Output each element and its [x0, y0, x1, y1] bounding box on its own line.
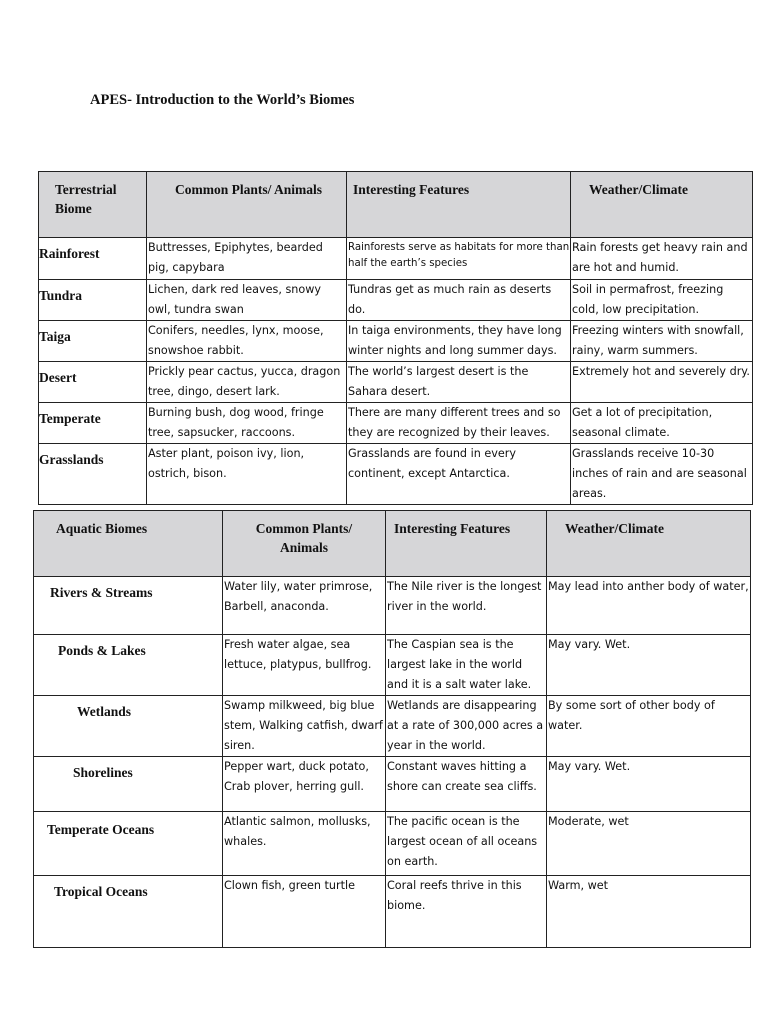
climate-cell: Warm, wet — [548, 879, 609, 892]
plants-cell: Pepper wart, duck potato, Crab plover, herring gull. — [224, 760, 369, 793]
row-label: Ponds & Lakes — [58, 643, 146, 658]
features-cell: The world’s largest desert is the Sahara desert. — [348, 365, 529, 398]
features-cell: There are many different trees and so they are recognized by their leaves. — [348, 406, 561, 439]
row-label: Temperate Oceans — [47, 822, 155, 837]
aquatic-biomes-table — [33, 510, 751, 948]
climate-cell: Get a lot of precipitation, seasonal climate. — [572, 406, 713, 439]
row-label: Rivers & Streams — [50, 585, 153, 600]
table-row — [34, 876, 751, 948]
climate-cell: By some sort of other body of water. — [548, 699, 715, 732]
climate-cell: Soil in permafrost, freezing cold, low precipitation. — [572, 283, 724, 316]
plants-cell: Buttresses, Epiphytes, bearded pig, capybara — [148, 241, 323, 274]
row-label: Rainforest — [39, 246, 100, 261]
header-cell: Common Plants/ Animals — [223, 511, 386, 577]
features-cell: The Nile river is the longest river in the world. — [387, 580, 542, 613]
climate-cell: Rain forests get heavy rain and are hot and humid. — [572, 241, 748, 274]
plants-cell: Burning bush, dog wood, fringe tree, sapsucker, raccoons. — [148, 406, 324, 439]
row-label: Shorelines — [73, 765, 133, 780]
header-cell: Aquatic Biomes — [34, 511, 223, 577]
table-row — [39, 362, 753, 403]
features-cell: Tundras get as much rain as deserts do. — [348, 283, 552, 316]
plants-cell: Fresh water algae, sea lettuce, platypus, bullfrog. — [224, 638, 372, 671]
header-cell: Interesting Features — [347, 172, 571, 238]
table-row — [34, 577, 751, 635]
table-row — [34, 757, 751, 812]
climate-cell: Moderate, wet — [548, 815, 629, 828]
features-cell: Grasslands are found in every continent, except Antarctica. — [348, 447, 516, 480]
header-cell: Weather/Climate — [547, 511, 751, 577]
row-label: Wetlands — [77, 704, 132, 719]
table-row — [34, 635, 751, 696]
features-cell: Coral reefs thrive in this biome. — [387, 879, 522, 912]
row-label: Temperate — [39, 411, 101, 426]
climate-cell: May vary. Wet. — [548, 638, 631, 651]
table-row — [39, 444, 753, 505]
table-row — [39, 280, 753, 321]
features-cell: Wetlands are disappearing at a rate of 300,000 acres a year in the world. — [387, 699, 544, 752]
row-label: Desert — [39, 370, 77, 385]
plants-cell: Atlantic salmon, mollusks, whales. — [224, 815, 371, 848]
table-header-row — [34, 511, 751, 577]
header-cell: Interesting Features — [386, 511, 547, 577]
row-label: Tundra — [39, 288, 83, 303]
features-cell: The pacific ocean is the largest ocean of all oceans on earth. — [387, 815, 538, 868]
plants-cell: Prickly pear cactus, yucca, dragon tree, dingo, desert lark. — [148, 365, 341, 398]
table-row — [34, 812, 751, 876]
table-header-row — [39, 172, 753, 238]
climate-cell: Extremely hot and severely dry. — [572, 365, 750, 378]
plants-cell: Swamp milkweed, big blue stem, Walking catfish, dwarf siren. — [224, 699, 383, 752]
header-cell: Common Plants/ Animals — [147, 172, 347, 238]
table-row — [34, 696, 751, 757]
plants-cell: Water lily, water primrose, Barbell, anaconda. — [224, 580, 373, 613]
table-row — [39, 403, 753, 444]
climate-cell: May lead into anther body of water, — [548, 580, 749, 593]
row-label: Tropical Oceans — [54, 884, 148, 899]
features-cell: The Caspian sea is the largest lake in the world and it is a salt water lake. — [387, 638, 532, 691]
climate-cell: May vary. Wet. — [548, 760, 631, 773]
features-cell: In taiga environments, they have long winter nights and long summer days. — [348, 324, 562, 357]
plants-cell: Clown fish, green turtle — [224, 879, 355, 892]
plants-cell: Aster plant, poison ivy, lion, ostrich, bison. — [148, 447, 305, 480]
row-label: Grasslands — [39, 452, 104, 467]
terrestrial-biomes-table — [38, 171, 753, 505]
table-row — [39, 238, 753, 280]
features-cell: Rainforests serve as habitats for more than half the earth’s species — [348, 242, 570, 269]
table-row — [39, 321, 753, 362]
page-title: APES- Introduction to the World’s Biomes — [90, 92, 355, 108]
climate-cell: Grasslands receive 10-30 inches of rain and are seasonal areas. — [572, 447, 747, 500]
climate-cell: Freezing winters with snowfall, rainy, warm summers. — [572, 324, 744, 357]
header-cell: Terrestrial Biome — [39, 172, 147, 238]
features-cell: Constant waves hitting a shore can create sea cliffs. — [387, 760, 537, 793]
header-cell: Weather/Climate — [571, 172, 753, 238]
row-label: Taiga — [39, 329, 71, 344]
plants-cell: Conifers, needles, lynx, moose, snowshoe rabbit. — [148, 324, 324, 357]
plants-cell: Lichen, dark red leaves, snowy owl, tundra swan — [148, 283, 321, 316]
